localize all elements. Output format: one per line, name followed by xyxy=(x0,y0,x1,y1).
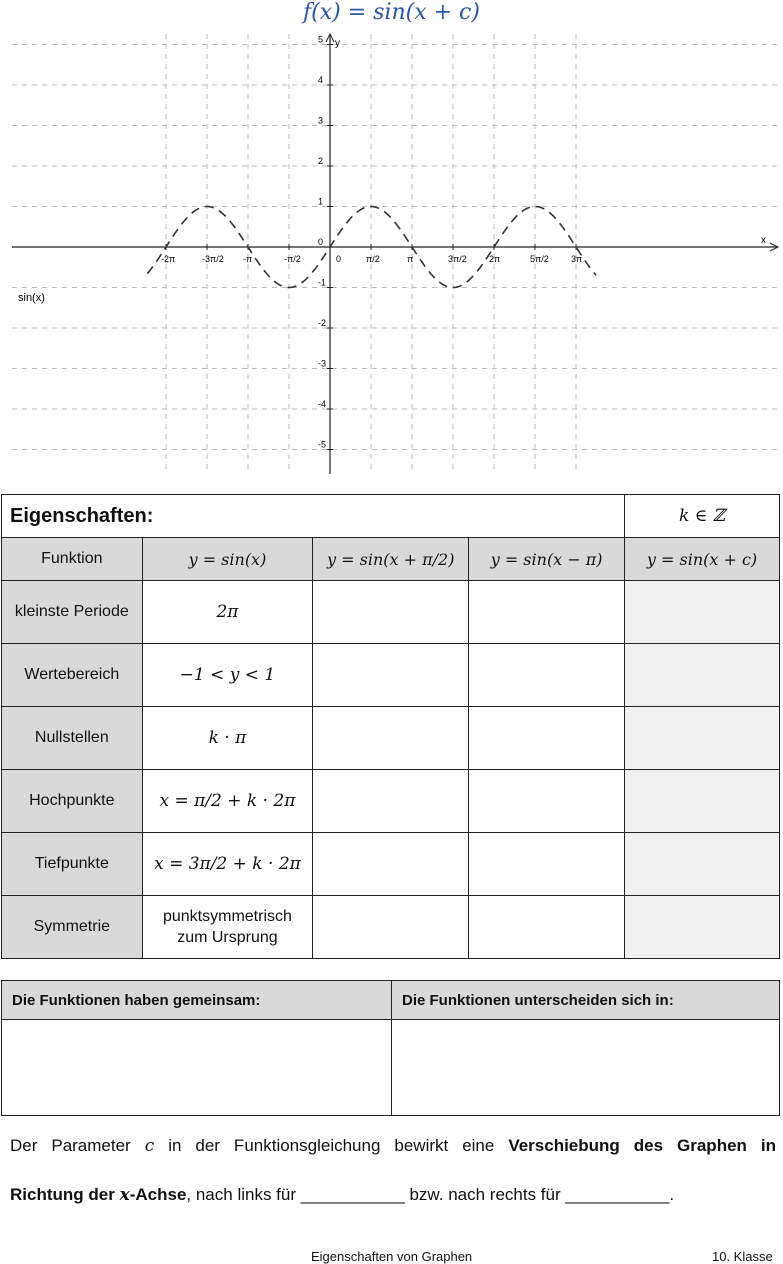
answer-cell[interactable] xyxy=(313,581,469,644)
answer-cell[interactable] xyxy=(625,644,780,707)
row-value: −1 < y < 1 xyxy=(142,644,313,707)
different-answer[interactable] xyxy=(392,1020,780,1116)
answer-cell[interactable] xyxy=(469,644,625,707)
row-label: Wertebereich xyxy=(2,644,143,707)
row-label: Hochpunkte xyxy=(2,770,143,833)
x-tick-label: -π xyxy=(243,254,253,264)
y-tick-label: -1 xyxy=(318,277,327,288)
answer-cell[interactable] xyxy=(469,581,625,644)
row-label: Symmetrie xyxy=(2,896,143,959)
comparison-table xyxy=(1,980,780,1116)
row-value: x = π/2 + k · 2π xyxy=(142,770,313,833)
y-axis-label: y xyxy=(335,38,340,49)
bold-text: Verschiebung des Graphen in xyxy=(508,1136,776,1155)
function-header: y = sin(x − π) xyxy=(469,538,625,581)
properties-table xyxy=(1,494,780,959)
function-header: y = sin(x) xyxy=(142,538,313,581)
table-title: Eigenschaften: xyxy=(2,495,625,538)
graph-title: f(x) = sin(x + c) xyxy=(303,0,480,25)
x-tick-label: π xyxy=(407,254,414,264)
y-tick-label: 4 xyxy=(318,75,324,85)
row-label: kleinste Periode xyxy=(2,581,143,644)
x-tick-label: 3π/2 xyxy=(448,254,467,264)
y-tick-label: -3 xyxy=(318,358,327,369)
parameter-sentence-line1 xyxy=(10,1136,776,1156)
answer-cell[interactable] xyxy=(313,896,469,959)
function-header: y = sin(x + c) xyxy=(625,538,780,581)
answer-cell[interactable] xyxy=(625,770,780,833)
common-header: Die Funktionen haben gemeinsam: xyxy=(2,981,392,1020)
x-tick-label: -2π xyxy=(161,254,176,264)
text: in der Funktionsgleichung bewirkt eine xyxy=(168,1136,495,1155)
x-tick-label: 0 xyxy=(336,254,342,264)
answer-cell[interactable] xyxy=(469,896,625,959)
y-tick-label: 0 xyxy=(318,237,324,247)
bold-text: -Achse xyxy=(129,1185,187,1204)
y-tick-label: 5 xyxy=(318,34,324,45)
row-value: punktsymmetrisch zum Ursprung xyxy=(142,896,313,959)
answer-cell[interactable] xyxy=(625,707,780,770)
answer-cell[interactable] xyxy=(625,833,780,896)
answer-cell[interactable] xyxy=(313,707,469,770)
answer-cell[interactable] xyxy=(469,770,625,833)
y-tick-label: 3 xyxy=(318,115,324,126)
x-tick-label: π/2 xyxy=(366,254,380,264)
y-tick-label: -5 xyxy=(318,439,327,450)
header-label: Funktion xyxy=(2,538,143,581)
y-tick-label: -4 xyxy=(318,399,327,409)
x-axis-label: x xyxy=(761,235,766,246)
x-tick-label: 3π xyxy=(571,254,583,264)
answer-cell[interactable] xyxy=(313,833,469,896)
x-tick-label: -π/2 xyxy=(284,254,301,264)
common-answer[interactable] xyxy=(2,1020,392,1116)
footer-right: 10. Klasse xyxy=(712,1249,773,1264)
curve-label: sin(x) xyxy=(18,292,45,304)
row-label: Tiefpunkte xyxy=(2,833,143,896)
y-tick-label: 2 xyxy=(318,156,324,166)
row-label: Nullstellen xyxy=(2,707,143,770)
answer-cell[interactable] xyxy=(469,833,625,896)
text: Der Parameter xyxy=(10,1136,131,1155)
function-header: y = sin(x + π/2) xyxy=(313,538,469,581)
y-tick-label: 1 xyxy=(318,196,324,207)
answer-cell[interactable] xyxy=(313,770,469,833)
parameter-symbol: c xyxy=(144,1136,155,1156)
answer-cell[interactable] xyxy=(625,896,780,959)
footer-center: Eigenschaften von Graphen xyxy=(311,1249,473,1264)
y-tick-label: -2 xyxy=(318,318,327,328)
x-tick-label: 5π/2 xyxy=(530,254,549,264)
row-value: 2π xyxy=(142,581,313,644)
answer-cell[interactable] xyxy=(469,707,625,770)
x-variable: x xyxy=(119,1185,130,1205)
bold-text: Richtung der xyxy=(10,1185,115,1204)
different-header: Die Funktionen unterscheiden sich in: xyxy=(392,981,780,1020)
sine-graph xyxy=(0,26,783,476)
answer-cell[interactable] xyxy=(313,644,469,707)
x-tick-label: -3π/2 xyxy=(202,254,224,264)
domain-note: k ∈ ℤ xyxy=(625,495,780,538)
answer-cell[interactable] xyxy=(625,581,780,644)
text: , nach links für ___________ bzw. nach rechts für ___________. xyxy=(186,1185,675,1204)
parameter-sentence-line2 xyxy=(10,1185,776,1205)
x-tick-label: 2π xyxy=(489,254,501,264)
row-value: x = 3π/2 + k · 2π xyxy=(142,833,313,896)
row-value: k · π xyxy=(142,707,313,770)
